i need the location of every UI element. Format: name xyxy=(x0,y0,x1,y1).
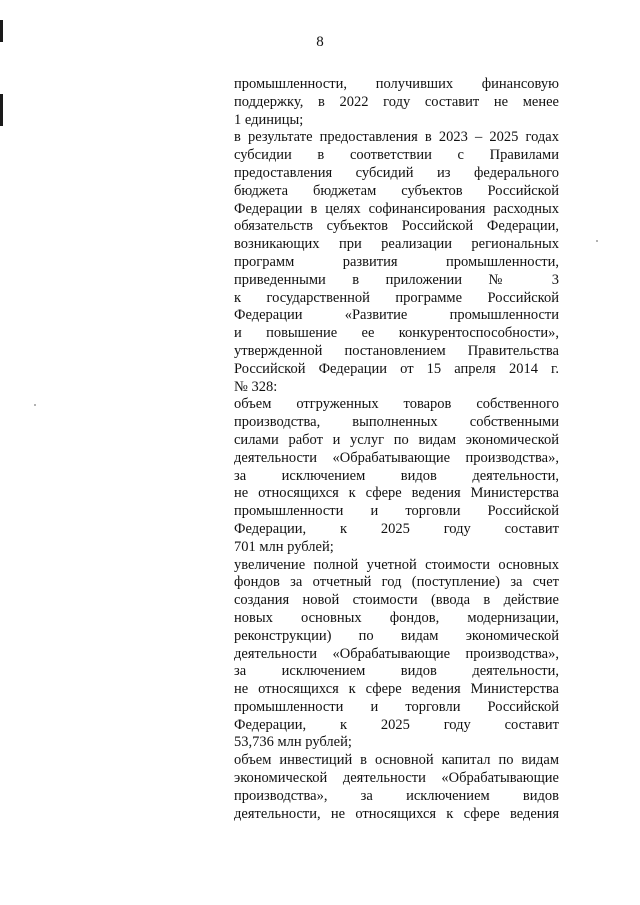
text-line: к государственной программе Российской xyxy=(234,289,559,306)
text-line: производства, выполненных собственными xyxy=(234,414,559,431)
scan-speck xyxy=(34,404,36,406)
text-line: за исключением видов деятельности, xyxy=(234,467,559,484)
text-line: новых основных фондов, модернизации, xyxy=(234,609,559,626)
scan-edge-mark xyxy=(0,94,3,126)
text-line: приведенными в приложении № 3 xyxy=(234,271,559,288)
text-line: Федерации в целях софинансирования расходных xyxy=(234,200,559,217)
text-line: силами работ и услуг по видам экономической xyxy=(234,431,559,448)
text-line: объем инвестиций в основной капитал по видам xyxy=(234,752,559,769)
document-body xyxy=(234,76,559,823)
text-line: поддержку, в 2022 году составит не менее xyxy=(234,93,559,110)
text-line: утвержденной постановлением Правительства xyxy=(234,342,559,359)
text-line: промышленности, получивших финансовую xyxy=(234,76,559,92)
text-line: промышленности и торговли Российской xyxy=(234,698,559,715)
text-line: Федерации, к 2025 году составит xyxy=(234,520,559,537)
text-line: Федерации, к 2025 году составит xyxy=(234,716,559,733)
text-line: деятельности «Обрабатывающие производства», xyxy=(234,449,559,466)
text-line: субсидии в соответствии с Правилами xyxy=(234,147,559,164)
text-line: фондов за отчетный год (поступление) за счет xyxy=(234,574,559,591)
text-line: 1 единицы; xyxy=(234,111,304,128)
text-line: объем отгруженных товаров собственного xyxy=(234,396,559,413)
text-line: деятельности «Обрабатывающие производства», xyxy=(234,645,559,662)
text-line: экономической деятельности «Обрабатывающие xyxy=(234,770,559,787)
text-line: возникающих при реализации региональных xyxy=(234,236,559,253)
text-line: не относящихся к сфере ведения Министерства xyxy=(234,485,559,502)
text-line: в результате предоставления в 2023 – 2025 годах xyxy=(234,129,559,146)
text-line: № 328: xyxy=(234,378,278,395)
text-line: Российской Федерации от 15 апреля 2014 г. xyxy=(234,360,559,377)
text-line: реконструкции) по видам экономической xyxy=(234,627,559,644)
text-line: предоставления субсидий из федерального xyxy=(234,164,559,181)
scan-speck xyxy=(596,240,598,242)
page-number: 8 xyxy=(316,34,324,50)
text-line: Федерации «Развитие промышленности xyxy=(234,307,559,324)
text-line: программ развития промышленности, xyxy=(234,253,559,270)
text-line: не относящихся к сфере ведения Министерства xyxy=(234,681,559,698)
text-line: увеличение полной учетной стоимости основных xyxy=(234,556,559,573)
text-line: обязательств субъектов Российской Федерации, xyxy=(234,218,559,235)
text-line: бюджета бюджетам субъектов Российской xyxy=(234,182,559,199)
text-line: создания новой стоимости (ввода в действие xyxy=(234,592,559,609)
text-line: за исключением видов деятельности, xyxy=(234,663,559,680)
text-line: 701 млн рублей; xyxy=(234,538,334,555)
text-line: 53,736 млн рублей; xyxy=(234,734,352,751)
text-line: промышленности и торговли Российской xyxy=(234,503,559,520)
text-line: и повышение ее конкурентоспособности», xyxy=(234,325,559,342)
text-line: деятельности, не относящихся к сфере ведения xyxy=(234,805,559,822)
text-line: производства», за исключением видов xyxy=(234,787,559,804)
